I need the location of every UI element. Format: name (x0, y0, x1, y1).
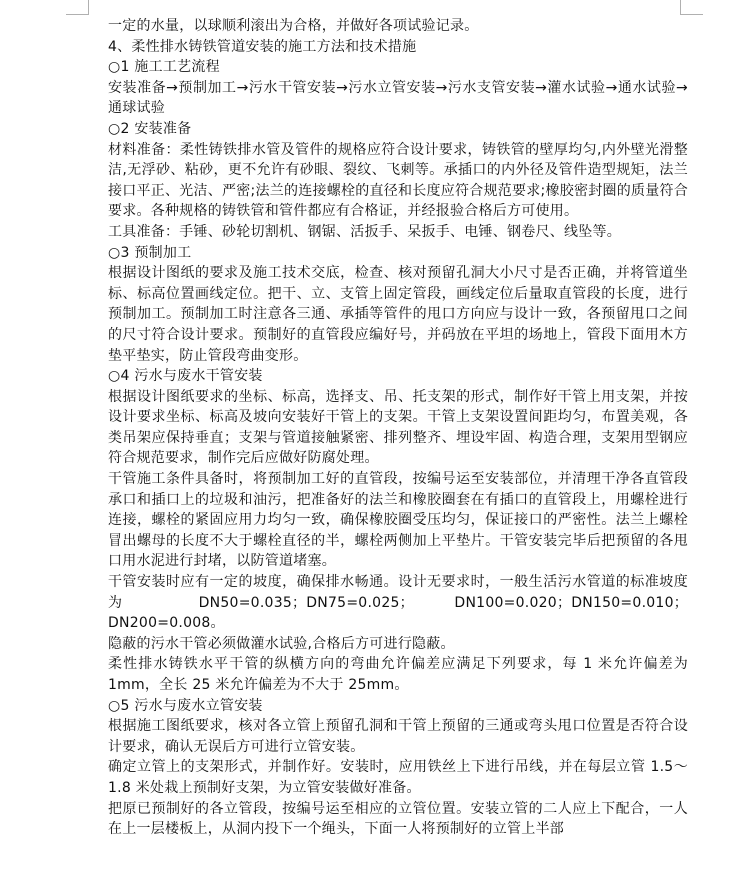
para-slope: 干管安装时应有一定的坡度，确保排水畅通。设计无要求时，一般生活污水管道的标准坡度为 DN50=0.035；DN75=0.025； DN100=0.020；DN150=0.010；DN200=0.008。 (108, 574, 688, 632)
para-materials: 材料准备：柔性铸铁排水管及管件的规格应符合设计要求，铸铁管的壁厚均匀,内外壁光滑整洁,无浮砂、粘砂，更不允许有砂眼、裂纹、飞刺等。承插口的内外径及管件造型规矩，法兰接口平正、光洁、严密;法兰的连接螺栓的直径和长度应符合规范要求;橡胶密封圈的质量符合要求。各种规格的铸铁管和管件都应有合格证，并经报验合格后方可使用。 (108, 141, 688, 220)
para-water-amount: 一定的水量，以球顺利滚出为合格，并做好各项试验记录。 (108, 18, 479, 34)
para-riser-check: 根据施工图纸要求，核对各立管上预留孔洞和干管上预留的三通或弯头甩口位置是否符合设计要求，确认无误后方可进行立管安装。 (108, 718, 688, 755)
subheading-riser: ○5 污水与废水立管安装 (108, 697, 263, 714)
crop-mark-right-vertical (680, 0, 681, 15)
para-hidden: 隐蔽的污水干管必须做灌水试验,合格后方可进行隐蔽。 (108, 635, 455, 652)
subheading-preparation: ○2 安装准备 (108, 120, 192, 137)
para-riser-support: 确定立管上的支架形式，并制作好。安装时，应用铁丝上下进行吊线，并在每层立管 1.5～1.8 米处栽上预制好支架，为立管安装做好准备。 (108, 759, 688, 796)
para-main-support: 根据设计图纸要求的坐标、标高，选择支、吊、托支架的形式，制作好干管上用支架，并按设计要求坐标、标高及坡向安装好干管上的支架。干管上支架设置间距均匀，布置美观，各类吊架应保持垂直；支架与管道接触紧密、排列整齐、埋设牢固、构造合理，支架用型钢应符合规范要求，制作完后应做好防腐处理。 (108, 388, 688, 467)
para-process-flow: 安装准备→预制加工→污水干管安装→污水立管安装→污水支管安装→灌水试验→通水试验→通球试验 (108, 79, 688, 117)
crop-mark-left-horizontal (66, 14, 89, 15)
section-heading-4: 4、柔性排水铸铁管道安装的施工方法和技术措施 (108, 38, 417, 55)
para-tools: 工具准备：手锤、砂轮切割机、钢锯、活扳手、呆扳手、电锤、钢卷尺、线坠等。 (108, 223, 621, 240)
document-body (108, 16, 688, 840)
subheading-prefab: ○3 预制加工 (108, 244, 192, 261)
para-prefab: 根据设计图纸的要求及施工技术交底，检查、核对预留孔洞大小尺寸是否正确，并将管道坐标、标高位置画线定位。把干、立、支管上固定管段，画线定位后量取直管段的长度，进行预制加工。预制加工时注意各三通、承插等管件的甩口方向应与设计一致，各预留甩口之间的尺寸符合设计要求。预制好的直管段应编好号，并码放在平坦的场地上，管段下面用木方垫平垫实，防止管段弯曲变形。 (108, 265, 688, 364)
subheading-main-pipe: ○4 污水与废水干管安装 (108, 368, 263, 385)
subheading-process: ○1 施工工艺流程 (108, 59, 220, 76)
para-riser-install: 把原已预制好的各立管段，按编号运至相应的立管位置。安装立管的二人应上下配合，一人在上一层楼板上，从洞内投下一个绳头，下面一人将预制好的立管上半部 (108, 800, 688, 838)
para-bend: 柔性排水铸铁水平干管的纵横方向的弯曲允许偏差应满足下列要求，每 1 米允许偏差为 1mm，全长 25 米允许偏差为不大于 25mm。 (108, 656, 688, 693)
crop-mark-right-horizontal (680, 14, 703, 15)
para-main-install: 干管施工条件具备时，将预制加工好的直管段，按编号运至安装部位，并清理干净各直管段承口和插口上的垃圾和油污，把准备好的法兰和橡胶圈套在有插口的直管段上，用螺栓进行连接，螺栓的紧固应用力均匀一致，确保橡胶圈受压均匀，保证接口的严密性。法兰上螺栓冒出螺母的长度不大于螺栓直径的半，螺栓两侧加上平垫片。干管安装完毕后把预留的各甩口用水泥进行封堵，以防管道堵塞。 (108, 471, 688, 570)
crop-mark-left-vertical (88, 0, 89, 15)
